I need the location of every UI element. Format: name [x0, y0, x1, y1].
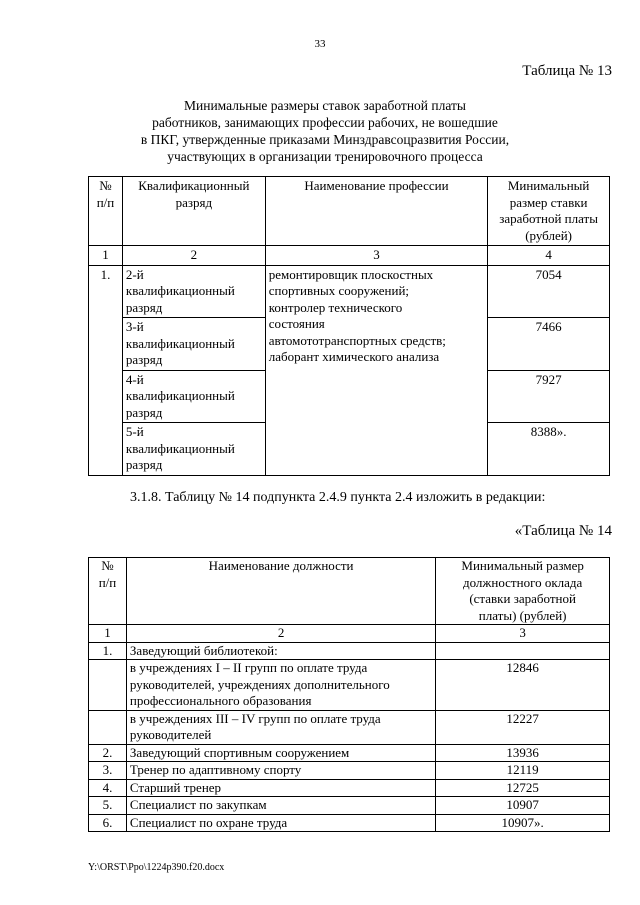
- index-cell: 4: [488, 246, 610, 266]
- row-number: [89, 660, 127, 711]
- title-line: участвующих в организации тренировочного процесса: [167, 149, 483, 164]
- table-row: [89, 779, 610, 797]
- position-cell: Специалист по охране труда: [126, 814, 435, 832]
- row-number: 3.: [89, 762, 127, 780]
- table-14: [88, 557, 610, 832]
- header-num: № п/п: [89, 558, 127, 625]
- index-cell: 2: [122, 246, 265, 266]
- position-cell: Тренер по адаптивному спорту: [126, 762, 435, 780]
- rate-value: 7466: [488, 318, 610, 371]
- title-line: работников, занимающих профессии рабочих, не вошедшие: [152, 115, 498, 130]
- amendment-paragraph: 3.1.8. Таблицу № 14 подпункта 2.4.9 пункта 2.4 изложить в редакции:: [130, 490, 546, 505]
- header-min-salary: Минимальный размер должностного оклада (ставки заработной платы) (рублей): [436, 558, 610, 625]
- row-number: [89, 710, 127, 744]
- salary-value: 13936: [436, 744, 610, 762]
- table-header-row: [89, 558, 610, 625]
- table-header-row: [89, 177, 610, 246]
- row-number: 1.: [89, 642, 127, 660]
- table-13-title: [90, 97, 560, 165]
- table-14-caption: «Таблица № 14: [514, 523, 612, 539]
- index-cell: 2: [126, 625, 435, 643]
- table-row: [89, 744, 610, 762]
- table-row: [89, 642, 610, 660]
- professions-cell: ремонтировщик плоскостных спортивных сооружений; контролер технического состояния автомототранспортных средств; лаборант химического анализа: [265, 265, 487, 475]
- position-cell: в учреждениях III – IV групп по оплате труда руководителей: [126, 710, 435, 744]
- position-cell: в учреждениях I – II групп по оплате труда руководителей, учреждениях дополнительного профессионального образования: [126, 660, 435, 711]
- title-line: Минимальные размеры ставок заработной платы: [184, 98, 466, 113]
- table-index-row: [89, 625, 610, 643]
- salary-value: 12846: [436, 660, 610, 711]
- salary-value: 12119: [436, 762, 610, 780]
- position-cell: Заведующий спортивным сооружением: [126, 744, 435, 762]
- salary-value: 12725: [436, 779, 610, 797]
- row-number: 4.: [89, 779, 127, 797]
- index-cell: 3: [436, 625, 610, 643]
- table-13-caption: Таблица № 13: [522, 63, 612, 79]
- position-cell: Заведующий библиотекой:: [126, 642, 435, 660]
- header-position: Наименование должности: [126, 558, 435, 625]
- rate-value: 7054: [488, 265, 610, 318]
- table-row: [89, 265, 610, 318]
- grade-cell: 4-й квалификационный разряд: [122, 370, 265, 423]
- rate-value: 7927: [488, 370, 610, 423]
- file-path-footer: Y:\ORST\Ppo\1224p390.f20.docx: [88, 862, 225, 873]
- header-profession: Наименование профессии: [265, 177, 487, 246]
- salary-value: 12227: [436, 710, 610, 744]
- row-number: 1.: [89, 265, 123, 475]
- header-min-rate: Минимальный размер ставки заработной платы (рублей): [488, 177, 610, 246]
- grade-cell: 2-й квалификационный разряд: [122, 265, 265, 318]
- header-num: № п/п: [89, 177, 123, 246]
- row-number: 2.: [89, 744, 127, 762]
- salary-value: 10907: [436, 797, 610, 815]
- table-row: [89, 660, 610, 711]
- row-number: 5.: [89, 797, 127, 815]
- index-cell: 3: [265, 246, 487, 266]
- table-row: [89, 797, 610, 815]
- grade-cell: 3-й квалификационный разряд: [122, 318, 265, 371]
- position-cell: Старший тренер: [126, 779, 435, 797]
- table-row: [89, 814, 610, 832]
- salary-value: 10907».: [436, 814, 610, 832]
- table-index-row: [89, 246, 610, 266]
- rate-value: 8388».: [488, 423, 610, 476]
- table-row: [89, 762, 610, 780]
- index-cell: 1: [89, 246, 123, 266]
- salary-value: [436, 642, 610, 660]
- table-13: [88, 176, 610, 476]
- title-line: в ПКГ, утвержденные приказами Минздравсоцразвития России,: [140, 132, 510, 147]
- header-grade: Квалификационный разряд: [122, 177, 265, 246]
- grade-cell: 5-й квалификационный разряд: [122, 423, 265, 476]
- position-cell: Специалист по закупкам: [126, 797, 435, 815]
- row-number: 6.: [89, 814, 127, 832]
- table-row: [89, 710, 610, 744]
- page-number: 33: [314, 38, 326, 50]
- index-cell: 1: [89, 625, 127, 643]
